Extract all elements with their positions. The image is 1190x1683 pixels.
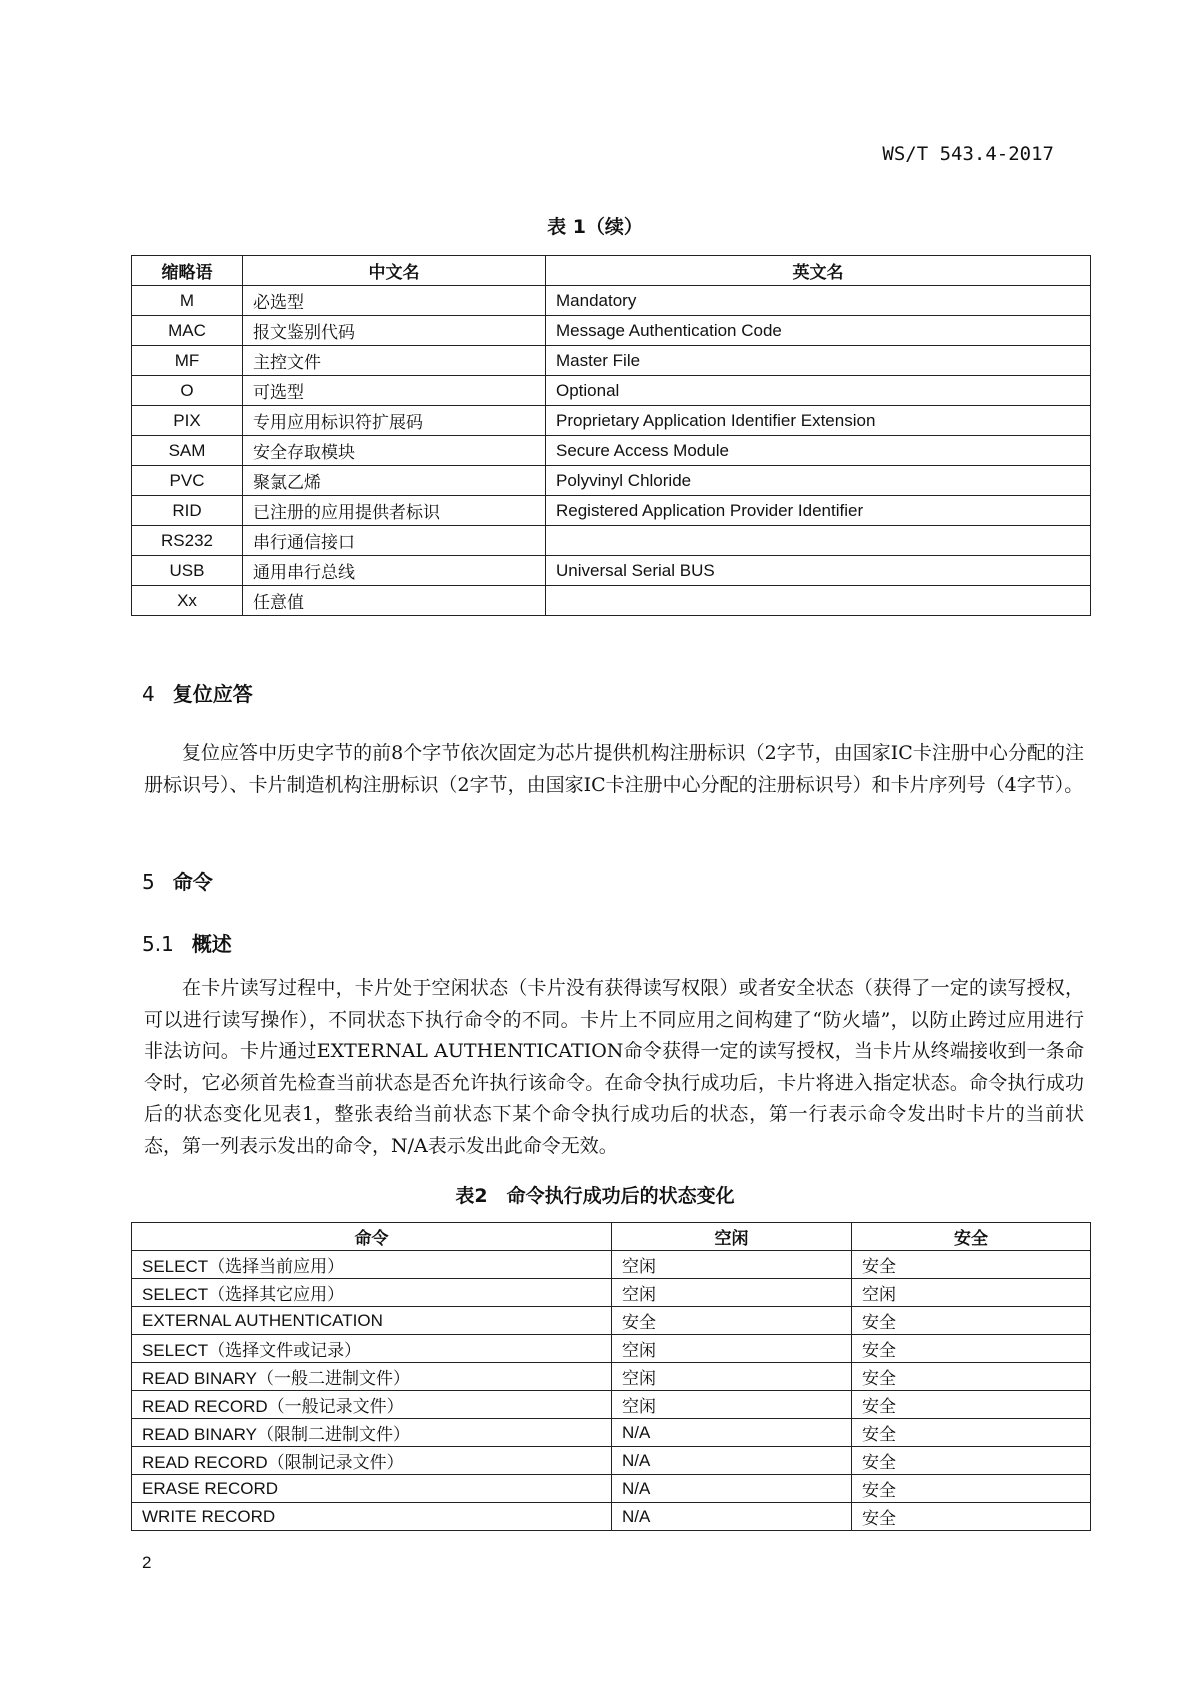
- column-header-idle: 空闲: [612, 1223, 852, 1251]
- section-number: 5.1: [142, 932, 174, 956]
- cell-secure-state: 安全: [852, 1307, 1091, 1335]
- cell-command: ERASE RECORD: [132, 1475, 612, 1503]
- cell-chinese-name: 聚氯乙烯: [243, 466, 546, 496]
- cell-abbreviation: PVC: [132, 466, 243, 496]
- section-title: 命令: [172, 870, 213, 894]
- section-5-1-heading: [142, 928, 232, 957]
- cell-english-name: Secure Access Module: [546, 436, 1091, 466]
- cell-command: READ RECORD（限制记录文件）: [132, 1447, 612, 1475]
- cell-abbreviation: Xx: [132, 586, 243, 616]
- table-row: [132, 526, 1091, 556]
- cell-abbreviation: MF: [132, 346, 243, 376]
- section-4-heading: [142, 678, 253, 707]
- cell-abbreviation: O: [132, 376, 243, 406]
- cell-command: SELECT（选择当前应用）: [132, 1251, 612, 1279]
- cell-chinese-name: 通用串行总线: [243, 556, 546, 586]
- table-row: [132, 1503, 1091, 1531]
- cell-secure-state: 安全: [852, 1251, 1091, 1279]
- table-row: [132, 1363, 1091, 1391]
- cell-chinese-name: 报文鉴别代码: [243, 316, 546, 346]
- table-row: [132, 1307, 1091, 1335]
- table-row: [132, 316, 1091, 346]
- table-row: [132, 556, 1091, 586]
- section-title: 概述: [191, 932, 232, 956]
- table-row: [132, 346, 1091, 376]
- cell-secure-state: 安全: [852, 1447, 1091, 1475]
- table-row: [132, 466, 1091, 496]
- table-row: [132, 1251, 1091, 1279]
- table-row: [132, 1475, 1091, 1503]
- cell-english-name: [546, 586, 1091, 616]
- abbreviation-table: [131, 255, 1091, 616]
- table-row: [132, 1447, 1091, 1475]
- table-row: [132, 376, 1091, 406]
- cell-english-name: Polyvinyl Chloride: [546, 466, 1091, 496]
- cell-english-name: Optional: [546, 376, 1091, 406]
- cell-secure-state: 安全: [852, 1475, 1091, 1503]
- column-header-chinese: 中文名: [243, 256, 546, 286]
- cell-idle-state: 空闲: [612, 1251, 852, 1279]
- cell-english-name: [546, 526, 1091, 556]
- cell-command: SELECT（选择文件或记录）: [132, 1335, 612, 1363]
- cell-secure-state: 安全: [852, 1391, 1091, 1419]
- cell-secure-state: 安全: [852, 1503, 1091, 1531]
- cell-idle-state: 空闲: [612, 1279, 852, 1307]
- cell-abbreviation: PIX: [132, 406, 243, 436]
- table-row: [132, 496, 1091, 526]
- cell-command: WRITE RECORD: [132, 1503, 612, 1531]
- section-number: 5: [142, 870, 155, 894]
- cell-chinese-name: 已注册的应用提供者标识: [243, 496, 546, 526]
- table2-title: 表2 命令执行成功后的状态变化: [455, 1185, 735, 1207]
- state-change-table: [131, 1222, 1091, 1531]
- table-row: [132, 286, 1091, 316]
- cell-chinese-name: 主控文件: [243, 346, 546, 376]
- cell-abbreviation: RID: [132, 496, 243, 526]
- cell-idle-state: N/A: [612, 1503, 852, 1531]
- cell-english-name: Proprietary Application Identifier Extension: [546, 406, 1091, 436]
- cell-abbreviation: MAC: [132, 316, 243, 346]
- cell-command: READ BINARY（一般二进制文件）: [132, 1363, 612, 1391]
- table-row: [132, 1419, 1091, 1447]
- cell-idle-state: N/A: [612, 1475, 852, 1503]
- table-row: [132, 1335, 1091, 1363]
- cell-chinese-name: 可选型: [243, 376, 546, 406]
- document-code: WS/T 543.4-2017: [882, 143, 1054, 165]
- cell-command: EXTERNAL AUTHENTICATION: [132, 1307, 612, 1335]
- table-row: [132, 406, 1091, 436]
- page-number: 2: [142, 1553, 152, 1572]
- column-header-english: 英文名: [546, 256, 1091, 286]
- section-5-1-paragraph: 在卡片读写过程中，卡片处于空闲状态（卡片没有获得读写权限）或者安全状态（获得了一定的读写授权，可以进行读写操作），不同状态下执行命令的不同。卡片上不同应用之间构建了“防火墙”，以防止跨过应用进行非法访问。卡片通过EXTERNAL AUTHENTICATION命令获得一定的读写授权，当卡片从终端接收到一条命令时，它必须首先检查当前状态是否允许执行该命令。在命令执行成功后，卡片将进入指定状态。命令执行成功后的状态变化见表1，整张表给当前状态下某个命令执行成功后的状态，第一行表示命令发出时卡片的当前状态，第一列表示发出的命令，N/A表示发出此命令无效。: [144, 977, 1084, 1157]
- column-header-command: 命令: [132, 1223, 612, 1251]
- section-number: 4: [142, 682, 155, 706]
- cell-chinese-name: 安全存取模块: [243, 436, 546, 466]
- cell-idle-state: 安全: [612, 1307, 852, 1335]
- section-title: 复位应答: [172, 682, 253, 706]
- cell-chinese-name: 串行通信接口: [243, 526, 546, 556]
- cell-secure-state: 安全: [852, 1335, 1091, 1363]
- cell-command: READ BINARY（限制二进制文件）: [132, 1419, 612, 1447]
- table-header-row: [132, 1223, 1091, 1251]
- cell-idle-state: N/A: [612, 1447, 852, 1475]
- section-4-paragraph: 复位应答中历史字节的前8个字节依次固定为芯片提供机构注册标识（2字节，由国家IC卡注册中心分配的注册标识号）、卡片制造机构注册标识（2字节，由国家IC卡注册中心分配的注册标识号）和卡片序列号（4字节）。: [144, 742, 1084, 796]
- cell-idle-state: 空闲: [612, 1363, 852, 1391]
- cell-chinese-name: 任意值: [243, 586, 546, 616]
- cell-command: SELECT（选择其它应用）: [132, 1279, 612, 1307]
- column-header-abbr: 缩略语: [132, 256, 243, 286]
- cell-abbreviation: M: [132, 286, 243, 316]
- cell-idle-state: 空闲: [612, 1391, 852, 1419]
- table-row: [132, 586, 1091, 616]
- table-row: [132, 1279, 1091, 1307]
- cell-secure-state: 安全: [852, 1419, 1091, 1447]
- cell-idle-state: 空闲: [612, 1335, 852, 1363]
- cell-command: READ RECORD（一般记录文件）: [132, 1391, 612, 1419]
- cell-secure-state: 安全: [852, 1363, 1091, 1391]
- cell-secure-state: 空闲: [852, 1279, 1091, 1307]
- cell-english-name: Registered Application Provider Identifier: [546, 496, 1091, 526]
- table-header-row: [132, 256, 1091, 286]
- cell-abbreviation: RS232: [132, 526, 243, 556]
- cell-abbreviation: USB: [132, 556, 243, 586]
- cell-english-name: Message Authentication Code: [546, 316, 1091, 346]
- cell-english-name: Master File: [546, 346, 1091, 376]
- table-row: [132, 1391, 1091, 1419]
- cell-chinese-name: 专用应用标识符扩展码: [243, 406, 546, 436]
- section-5-heading: [142, 866, 213, 895]
- cell-english-name: Universal Serial BUS: [546, 556, 1091, 586]
- cell-chinese-name: 必选型: [243, 286, 546, 316]
- cell-idle-state: N/A: [612, 1419, 852, 1447]
- cell-english-name: Mandatory: [546, 286, 1091, 316]
- table1-title: 表 1（续）: [547, 216, 643, 238]
- table-row: [132, 436, 1091, 466]
- column-header-secure: 安全: [852, 1223, 1091, 1251]
- cell-abbreviation: SAM: [132, 436, 243, 466]
